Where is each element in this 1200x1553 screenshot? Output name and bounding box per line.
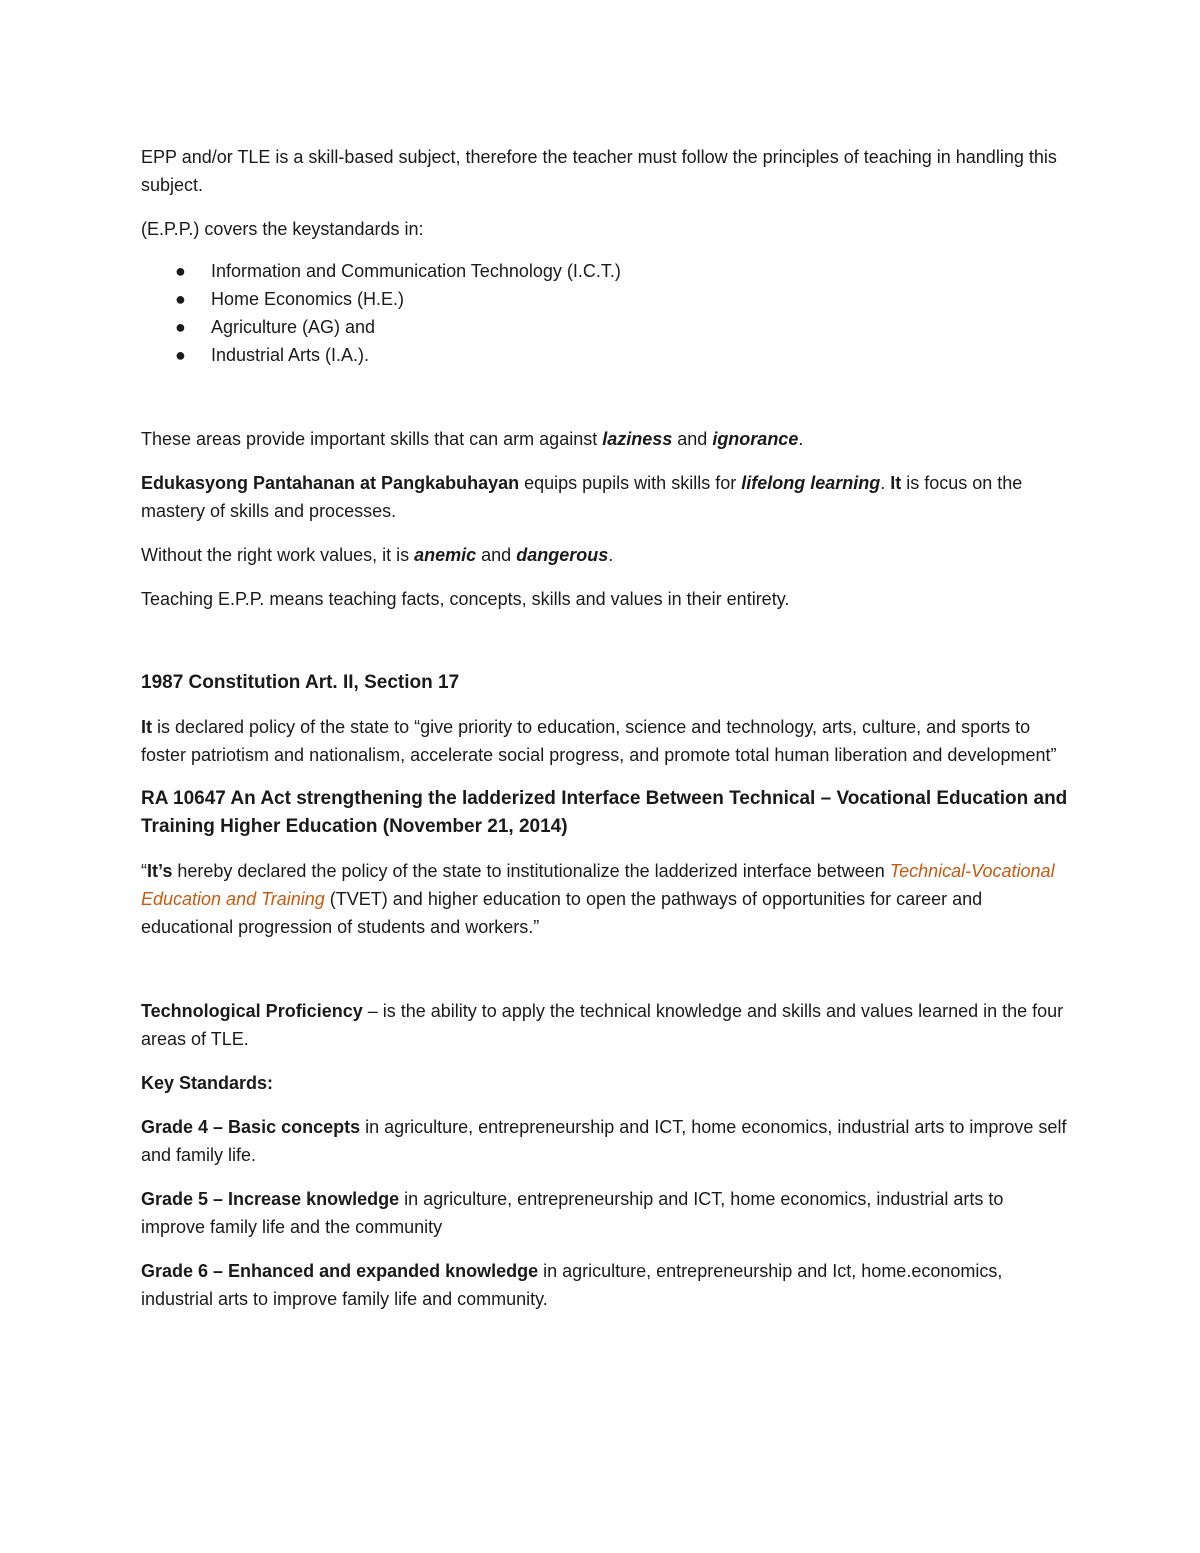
list-item-text: Agriculture (AG) and [211, 317, 376, 337]
bullet-icon: ● [175, 261, 186, 281]
ra-text1: hereby declared the policy of the state to institutionalize the ladderized interface between [172, 861, 890, 881]
edukasyong-title: Edukasyong Pantahanan at Pangkabuhayan [141, 473, 520, 493]
emphasis-ignorance: ignorance [712, 429, 799, 449]
areas-end: . [798, 429, 804, 449]
ra-text2: (TVET) and higher education to open the pathways of opportunities for career and educational progression of students and workers.” [141, 889, 983, 937]
ra-heading: RA 10647 An Act strengthening the ladderized Interface Between Technical – Vocational Education and Training Higher Education (November 21, 2014) [141, 788, 1068, 837]
list-item [141, 285, 1071, 313]
key-areas-list [141, 257, 1071, 369]
bullet-icon: ● [175, 345, 186, 365]
list-item [141, 341, 1071, 369]
constitution-paragraph [141, 713, 1071, 769]
work-values-end: . [608, 545, 614, 565]
teaching-paragraph: Teaching E.P.P. means teaching facts, concepts, skills and values in their entirety. [141, 589, 790, 609]
constitution-heading: 1987 Constitution Art. II, Section 17 [141, 672, 460, 693]
list-item-text: Information and Communication Technology (I.C.T.) [211, 261, 621, 281]
grade-5-paragraph [141, 1185, 1071, 1241]
emphasis-dangerous: dangerous [516, 545, 609, 565]
grade-5-text: in agriculture, entrepreneurship and ICT, home economics, industrial arts to improve family life and the community [141, 1189, 1004, 1237]
key-standards-heading: Key Standards: [141, 1073, 274, 1093]
proficiency-paragraph [141, 997, 1071, 1053]
ra-paragraph [141, 857, 1071, 941]
grade-4-text: in agriculture, entrepreneurship and ICT, home economics, industrial arts to improve self and family life. [141, 1117, 1067, 1165]
list-item [141, 313, 1071, 341]
ra-its: It’s [147, 861, 173, 881]
grade-5-label: Grade 5 – Increase knowledge [141, 1189, 400, 1209]
document-body [141, 143, 1071, 1313]
list-item [141, 257, 1071, 285]
emphasis-anemic: anemic [414, 545, 477, 565]
areas-mid: and [672, 429, 713, 449]
intro-paragraph: EPP and/or TLE is a skill-based subject, therefore the teacher must follow the principles of teaching in handling this subject. [141, 147, 1057, 195]
areas-paragraph [141, 425, 1071, 453]
grade-6-text: in agriculture, entrepreneurship and Ict, home.economics, industrial arts to improve family life and community. [141, 1261, 1003, 1309]
edukasyong-dot: . [880, 473, 886, 493]
grade-6-label: Grade 6 – Enhanced and expanded knowledge [141, 1261, 539, 1281]
grade-4-paragraph [141, 1113, 1071, 1169]
work-values-prefix: Without the right work values, it is [141, 545, 415, 565]
edukasyong-it: It [885, 473, 902, 493]
work-values-mid: and [476, 545, 517, 565]
tvet-highlight: Technical-Vocational Education and Training [141, 861, 1055, 909]
work-values-paragraph [141, 541, 1071, 569]
areas-prefix: These areas provide important skills that can arm against [141, 429, 603, 449]
list-item-text: Industrial Arts (I.A.). [211, 345, 370, 365]
proficiency-text: – is the ability to apply the technical knowledge and skills and values learned in the four areas of TLE. [141, 1001, 1064, 1049]
constitution-it: It [141, 717, 152, 737]
constitution-text: is declared policy of the state to “give priority to education, science and technology, arts, culture, and sports to foster patriotism and nationalism, accelerate social progress, and promote total human liberation and development” [141, 717, 1057, 765]
bullet-icon: ● [175, 289, 186, 309]
epp-covers-label: (E.P.P.) covers the keystandards in: [141, 219, 424, 239]
ra-quote-open: “ [141, 861, 147, 881]
emphasis-laziness: laziness [602, 429, 673, 449]
grade-4-label: Grade 4 – Basic concepts [141, 1117, 361, 1137]
edukasyong-text2: is focus on the mastery of skills and processes. [141, 473, 1023, 521]
list-item-text: Home Economics (H.E.) [211, 289, 405, 309]
edukasyong-paragraph [141, 469, 1071, 525]
edukasyong-text1: equips pupils with skills for [519, 473, 742, 493]
bullet-icon: ● [175, 317, 186, 337]
grade-6-paragraph [141, 1257, 1071, 1313]
proficiency-term: Technological Proficiency [141, 1001, 363, 1021]
emphasis-lifelong-learning: lifelong learning [741, 473, 881, 493]
